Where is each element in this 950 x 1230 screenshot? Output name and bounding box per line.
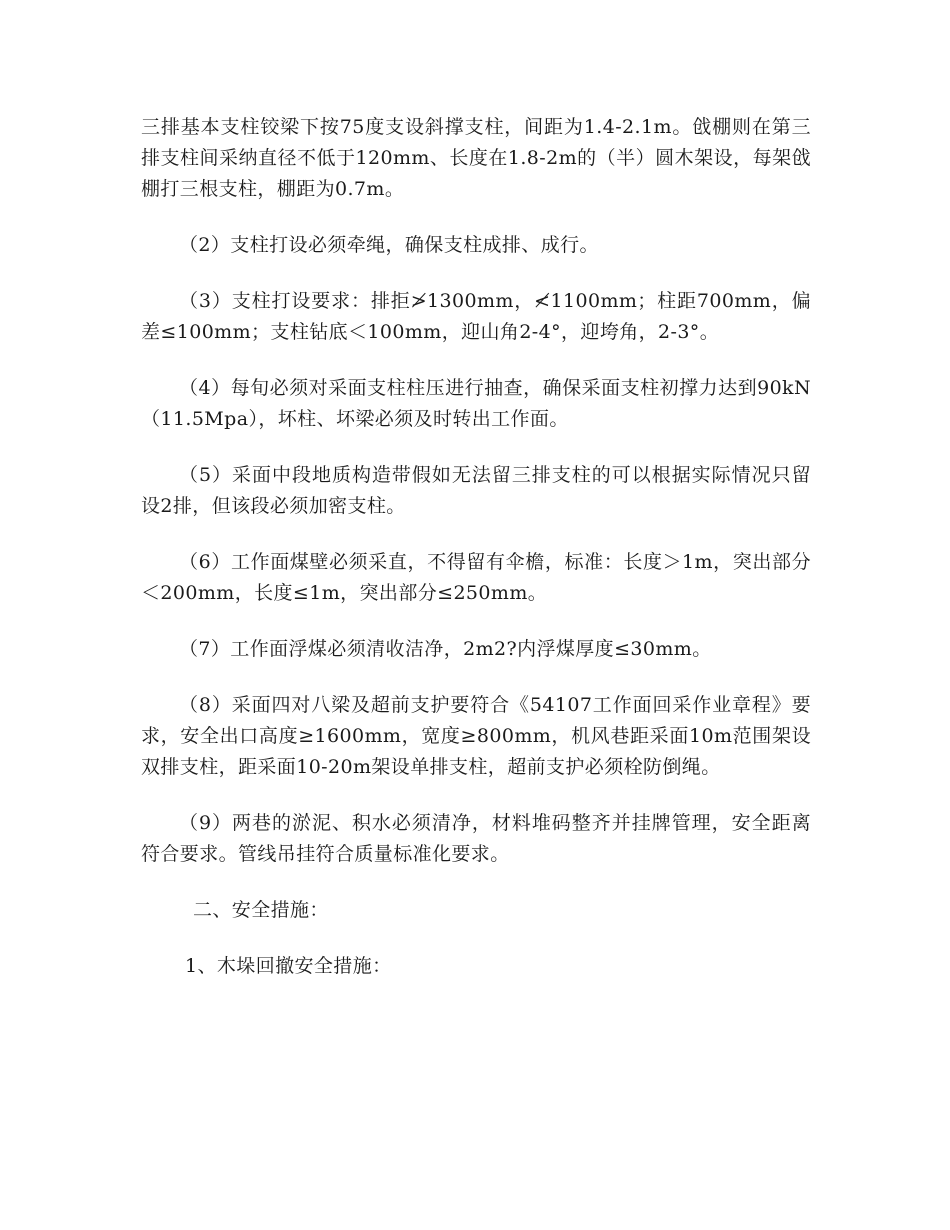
paragraph-item-5: （5）采面中段地质构造带假如无法留三排支柱的可以根据实际情况只留设2排，但该段必须加密支柱。 bbox=[141, 464, 811, 517]
paragraph-item-4: （4）每旬必须对采面支柱柱压进行抽查，确保采面支柱初撑力达到90kN（11.5Mpa），坏柱、坏梁必须及时转出工作面。 bbox=[141, 377, 811, 430]
paragraph-item-9: （9）两巷的淤泥、积水必须清净，材料堆码整齐并挂牌管理，安全距离符合要求。管线吊挂符合质量标准化要求。 bbox=[141, 812, 811, 865]
paragraph-item-6: （6）工作面煤壁必须采直，不得留有伞檐，标准：长度＞1m，突出部分＜200mm，长度≤1m，突出部分≤250mm。 bbox=[141, 551, 811, 604]
document-body bbox=[141, 112, 811, 1007]
paragraph-item-3: （3）支柱打设要求：排拒≯1300mm，≮1100mm；柱距700mm，偏差≤100mm；支柱钻底＜100mm，迎山角2-4°，迎垮角，2-3°。 bbox=[141, 290, 811, 343]
section-heading-safety-measures: 二、安全措施： bbox=[193, 899, 329, 921]
paragraph-item-2: （2）支柱打设必须牵绳，确保支柱成排、成行。 bbox=[179, 234, 599, 256]
paragraph-support-layout: 三排基本支柱铰梁下按75度支设斜撑支柱，间距为1.4-2.1m。戗棚则在第三排支柱间采纳直径不低于120mm、长度在1.8-2m的（半）圆木架设，每架戗棚打三根支柱，棚距为0.7m。 bbox=[141, 116, 811, 200]
subsection-heading-crib-removal: 1、木垛回撤安全措施： bbox=[185, 955, 392, 977]
paragraph-item-7: （7）工作面浮煤必须清收洁净，2m2?内浮煤厚度≤30mm。 bbox=[179, 638, 712, 660]
paragraph-item-8: （8）采面四对八梁及超前支护要符合《54107工作面回采作业章程》要求，安全出口高度≥1600mm，宽度≥800mm，机风巷距采面10m范围架设双排支柱，距采面10-20m架设单排支柱，超前支护必须栓防倒绳。 bbox=[141, 694, 811, 778]
